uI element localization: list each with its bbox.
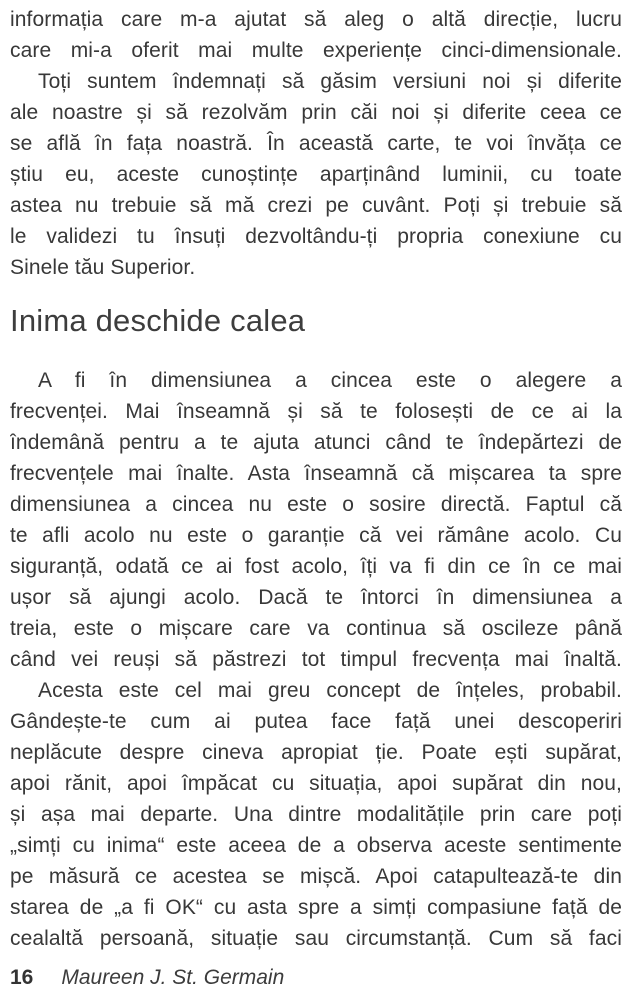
text-line: Gândește-te cum ai putea face față unei descoperiri [10,710,622,733]
text-line: îndemână pentru a te ajuta atunci când te îndepărtezi de [10,431,622,454]
page-text-block [10,4,622,954]
text-line: „simți cu inima“ este aceea de a observa aceste sentimente [10,834,622,857]
text-line: treia, este o mișcare care va continua să oscileze până [10,617,622,640]
text-line: starea de „a fi OK“ cu asta spre a simți compasiune față de [10,896,622,919]
text-line: care mi-a oferit mai multe experiențe cinci-dimensionale. [10,39,622,62]
page-number: 16 [10,966,34,989]
text-line: ușor să ajungi acolo. Dacă te întorci în dimensiunea a [10,586,622,609]
text-line: te afli acolo nu este o garanție că vei rămâne acolo. Cu [10,524,622,547]
text-line: astea nu trebuie să mă crezi pe cuvânt. Poți și trebuie să [10,194,622,217]
page-footer [10,963,626,993]
text-line: pe măsură ce acestea se mișcă. Apoi catapultează-te din [10,865,622,888]
text-line: apoi rănit, apoi împăcat cu situația, apoi supărat din nou, [10,772,622,795]
text-line: neplăcute despre cineva apropiat ție. Poate ești supărat, [10,741,622,764]
text-line: Sinele tău Superior. [10,256,196,279]
section-heading: Inima deschide calea [10,303,306,338]
text-line: dimensiunea a cincea nu este o sosire directă. Faptul că [10,493,622,516]
text-line: Acesta este cel mai greu concept de înțeles, probabil. [38,679,622,702]
text-line: Toți suntem îndemnați să găsim versiuni noi și diferite [38,70,622,93]
text-line: le validezi tu însuți dezvoltându-ți propria conexiune cu [10,225,622,248]
text-line: știu eu, aceste cunoștințe aparținând luminii, cu toate [10,163,622,186]
footer-author-name: Maureen J. St. Germain [61,966,285,989]
paragraph [10,675,622,954]
text-line: A fi în dimensiunea a cincea este o alegere a [38,369,622,392]
text-line: și așa mai departe. Una dintre modalitățile prin care poți [10,803,622,826]
text-line: cealaltă persoană, situație sau circumstanță. Cum să faci [10,927,622,950]
paragraph [10,66,622,283]
paragraph [10,365,622,675]
paragraph [10,4,622,66]
text-line: frecvențele mai înalte. Asta înseamnă că mișcarea ta spre [10,462,622,485]
text-line: ale noastre și să rezolvăm prin căi noi și diferite ceea ce [10,101,622,124]
text-line: frecvenței. Mai înseamnă și să te folosești de ce ai la [10,400,622,423]
text-line: când vei reuși să păstrezi tot timpul frecvența mai înaltă. [10,648,622,671]
text-line: informația care m-a ajutat să aleg o altă direcție, lucru [10,8,622,31]
text-line: se află în fața noastră. În această carte, te voi învăța ce [10,132,622,155]
text-line: siguranță, odată ce ai fost acolo, îți va fi din ce în ce mai [10,555,622,578]
